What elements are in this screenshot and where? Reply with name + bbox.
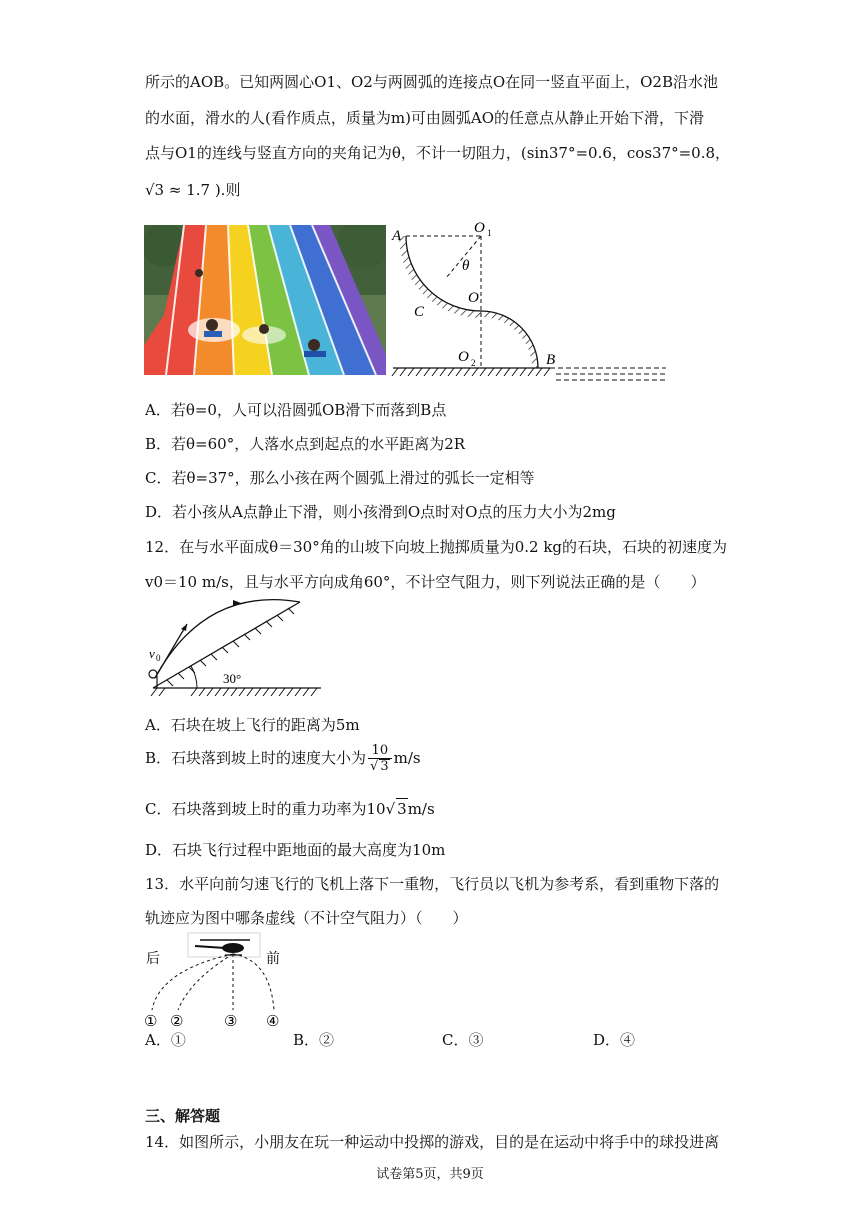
q12-option-c[interactable]: C．石块落到坡上时的重力功率为10√ 3m/s: [145, 800, 435, 818]
q12-option-c-prefix: C．石块落到坡上时的重力功率为10: [145, 800, 386, 818]
label-O1: O: [474, 220, 485, 236]
q12-option-b-unit: m/s: [393, 749, 421, 767]
q11-text-line-3: 点与O1的连线与竖直方向的夹角记为θ，不计一切阻力，(sin37°=0.6，cos37°=0.8，: [145, 144, 731, 162]
water-slide-photo: [144, 225, 386, 375]
label-A: A: [392, 228, 402, 244]
q13-option-c[interactable]: C．③: [442, 1031, 484, 1049]
label-B: B: [546, 352, 556, 368]
label-path-2: ②: [170, 1014, 184, 1030]
label-path-3: ③: [224, 1014, 238, 1030]
q13-airplane-diagram: [140, 930, 300, 1030]
q14-text-line-1: 14．如图所示，小朋友在玩一种运动中投掷的游戏，目的是在运动中将手中的球投进离: [145, 1133, 720, 1151]
q13-option-d[interactable]: D．④: [593, 1031, 636, 1049]
q12-text-line-1: 12．在与水平面成θ＝30°角的山坡下向坡上抛掷质量为0.2 kg的石块，石块的初速度为: [145, 538, 728, 556]
label-front: 前: [266, 952, 280, 967]
q11-option-d[interactable]: D．若小孩从A点静止下滑，则小孩滑到O点时对O点的压力大小为2mg: [145, 503, 616, 521]
q11-option-c[interactable]: C．若θ=37°，那么小孩在两个圆弧上滑过的弧长一定相等: [145, 469, 535, 487]
q13-option-a[interactable]: A．①: [145, 1031, 186, 1049]
q12-option-b-prefix: B．石块落到坡上时的速度大小为: [145, 749, 367, 767]
q13-text-line-1: 13．水平向前匀速飞行的飞机上落下一重物，飞行员以飞机为参考系，看到重物下落的: [145, 875, 720, 893]
q11-arc-diagram: [388, 218, 673, 388]
q11-text-line-1: 所示的AOB。已知两圆心O1、O2与两圆弧的连接点O在同一竖直平面上，O2B沿水池: [145, 73, 718, 91]
q12-option-a[interactable]: A．石块在坡上飞行的距离为5m: [145, 716, 360, 734]
q11-option-a[interactable]: A．若θ=0，人可以沿圆弧OB滑下而落到B点: [145, 401, 447, 419]
helicopter-icon: [188, 933, 260, 957]
label-path-4: ④: [266, 1014, 280, 1030]
label-theta: θ: [462, 258, 470, 274]
q12-option-b[interactable]: [145, 744, 421, 774]
sqrt-radicand: 3: [397, 800, 407, 818]
page-footer: 试卷第5页，共9页: [376, 1167, 484, 1182]
q13-option-b[interactable]: B．②: [293, 1031, 335, 1049]
q12-option-b-fraction: [368, 744, 392, 774]
sqrt-radicand: 3: [380, 759, 389, 774]
label-C: C: [414, 304, 425, 320]
label-v0-sub: 0: [156, 653, 161, 663]
q11-text-line-2: 的水面，滑水的人(看作质点，质量为m)可由圆弧AO的任意点从静止开始下滑，下滑: [145, 109, 705, 127]
q12-option-d[interactable]: D．石块飞行过程中距地面的最大高度为10m: [145, 841, 446, 859]
q12-slope-diagram: [145, 596, 325, 700]
label-O2-sub: 2: [471, 358, 476, 368]
q11-option-b[interactable]: B．若θ=60°，人落水点到起点的水平距离为2R: [145, 435, 466, 453]
label-v0: v: [149, 646, 155, 661]
label-O1-sub: 1: [487, 228, 492, 238]
q12-option-c-unit: m/s: [407, 800, 435, 818]
fraction-numerator: 10: [368, 744, 392, 759]
label-30deg: 30°: [223, 671, 242, 686]
section-title: 三、解答题: [145, 1107, 221, 1125]
label-O: O: [468, 290, 479, 306]
label-back: 后: [146, 952, 160, 967]
label-path-1: ①: [144, 1014, 158, 1030]
q12-text-line-2: v0＝10 m/s，且与水平方向成角60°，不计空气阻力，则下列说法正确的是（ ）: [145, 573, 706, 591]
q13-text-line-2: 轨迹应为图中哪条虚线（不计空气阻力）（ ）: [145, 909, 468, 927]
label-O2: O: [458, 349, 469, 365]
fraction-denominator: √ 3: [370, 759, 389, 774]
q11-text-line-4: √3 ≈ 1.7 ).则: [145, 181, 241, 199]
